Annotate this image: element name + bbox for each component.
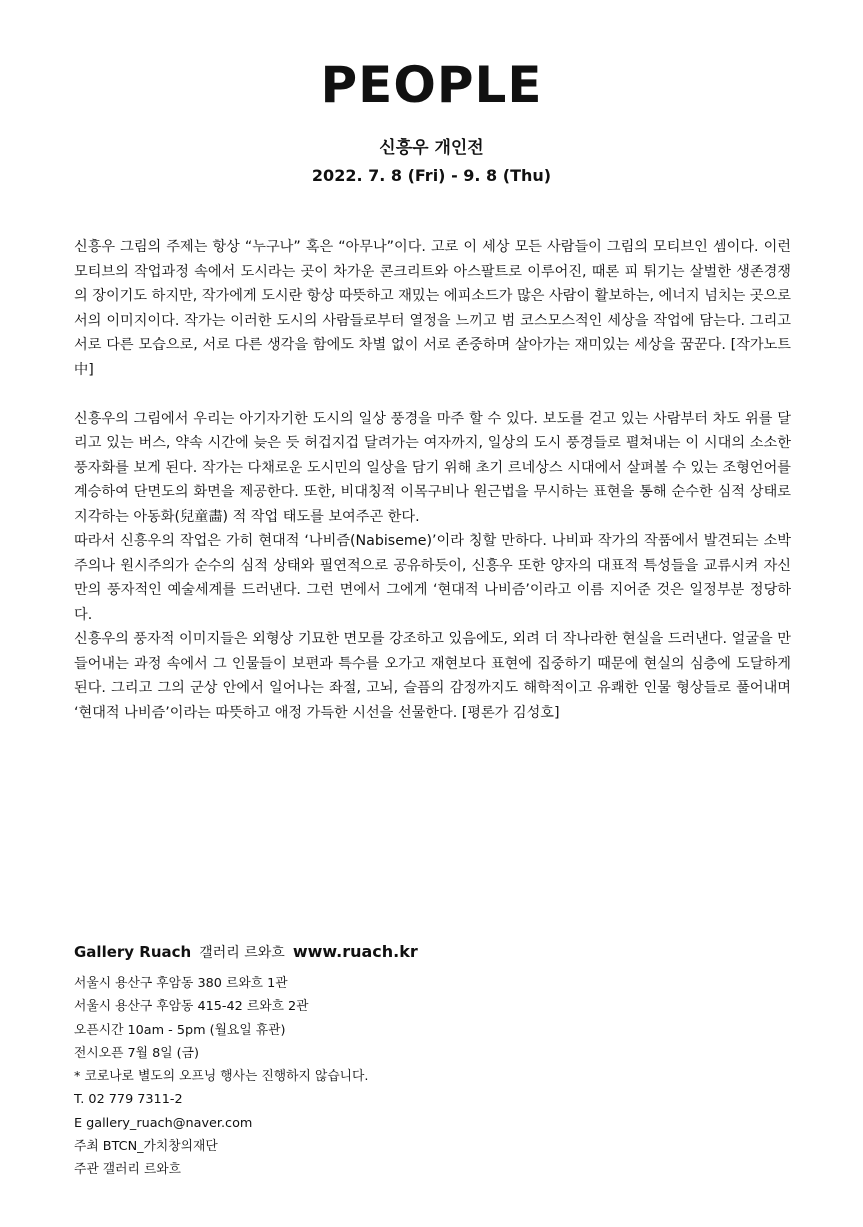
host-organization: 주최 BTCN_가치창의재단: [74, 1139, 218, 1155]
covid-notice: * 코로나로 별도의 오프닝 행사는 진행하지 않습니다.: [74, 1069, 369, 1085]
paragraph-artist-note: 신흥우 그림의 주제는 항상 “누구나” 혹은 “아무나”이다. 고로 이 세상 모든 사람들이 그림의 모티브인 셈이다. 이런 모티브의 작업과정 속에서 도시라는 곳이 차가운 콘크리트와 아스팔트로 이루어진, 때론 피 튀기는 살벌한 생존경쟁의 장이기도 하지만, 작가에게 도시란 항상 따뜻하고 재밌는 에피소드가 많은 사람이 활보하는, 에너지 넘치는 곳으로서의 이미지이다. 작가는 이러한 도시의 사람들로부터 열정을 느끼고 범 코스모스적인 세상을 작업에 담는다. 그리고 서로 다른 모습으로, 서로 다른 생각을 함에도 차별 없이 서로 존중하며 살아가는 재미있는 세상을 꿈꾼다. [작가노트中]: [74, 239, 791, 378]
exhibition-subtitle: 신흥우 개인전: [379, 138, 484, 158]
organizer: 주관 갤러리 르와흐: [74, 1162, 182, 1178]
paragraph-critique-3: 신흥우의 풍자적 이미지들은 외형상 기묘한 면모를 강조하고 있음에도, 외려 더 작나라한 현실을 드러낸다. 얼굴을 만들어내는 과정 속에서 그 인물들이 보편과 특수를 오가고 재현보다 표현에 집중하기 때문에 현실의 심층에 도달하게 된다. 그리고 그의 군상 안에서 일어나는 좌절, 고뇌, 슬픔의 감정까지도 해학적이고 유쾌한 인물 형상들로 풀어내며 ‘현대적 나비즘’이라는 따뜻하고 애정 가득한 시선을 선물한다. [평론가 김성호]: [74, 631, 791, 721]
phone-number: T. 02 779 7311-2: [74, 1092, 183, 1108]
paragraph-spacer: [74, 382, 791, 407]
opening-date: 전시오픈 7월 8일 (금): [74, 1045, 200, 1061]
exhibition-dates: 2022. 7. 8 (Fri) - 9. 8 (Thu): [311, 166, 552, 185]
address-hall-2: 서울시 용산구 후암동 415-42 르와흐 2관: [74, 999, 309, 1015]
gallery-info: [74, 972, 674, 1182]
gallery-website-link[interactable]: www.ruach.kr: [292, 942, 418, 961]
gallery-heading: [74, 940, 791, 965]
page-title: PEOPLE: [320, 56, 543, 114]
email-address: E gallery_ruach@naver.com: [74, 1115, 253, 1131]
paragraph-critique-2: 따라서 신흥우의 작업은 가히 현대적 ‘나비즘(Nabiseme)’이라 칭할 만하다. 나비파 작가의 작품에서 발견되는 소박주의나 원시주의가 순수의 심적 상태와 필연적으로 공유하듯이, 신흥우 또한 양자의 대표적 특성들을 교류시켜 자신만의 풍자적인 예술세계를 드러낸다. 그런 면에서 그에게 ‘현대적 나비즘’이라고 이름 지어준 것은 일정부분 정당하다.: [74, 533, 791, 623]
gallery-name: Gallery Ruach: [74, 943, 192, 961]
address-hall-1: 서울시 용산구 후암동 380 르와흐 1관: [74, 976, 288, 991]
paragraph-critique-1: 신흥우의 그림에서 우리는 아기자기한 도시의 일상 풍경을 마주 할 수 있다. 보도를 걷고 있는 사람부터 차도 위를 달리고 있는 버스, 약속 시간에 늦은 듯 허겁지겁 달려가는 여자까지, 일상의 도시 풍경들로 펼쳐내는 이 시대의 소소한 풍자화를 보게 된다. 작가는 다채로운 도시민의 일상을 담기 위해 초기 르네상스 시대에서 살펴볼 수 있는 조형언어를 계승하여 단면도의 화면을 제공한다. 또한, 비대칭적 이목구비나 원근법을 무시하는 표현을 통해 순수한 심적 상태로 지각하는 아동화(兒童畵) 적 작업 태도를 보여주곤 한다.: [74, 410, 791, 525]
exhibition-description: [74, 235, 791, 725]
gallery-name-korean: 갤러리 르와흐: [199, 945, 285, 961]
opening-hours: 오픈시간 10am - 5pm (월요일 휴관): [74, 1022, 286, 1038]
